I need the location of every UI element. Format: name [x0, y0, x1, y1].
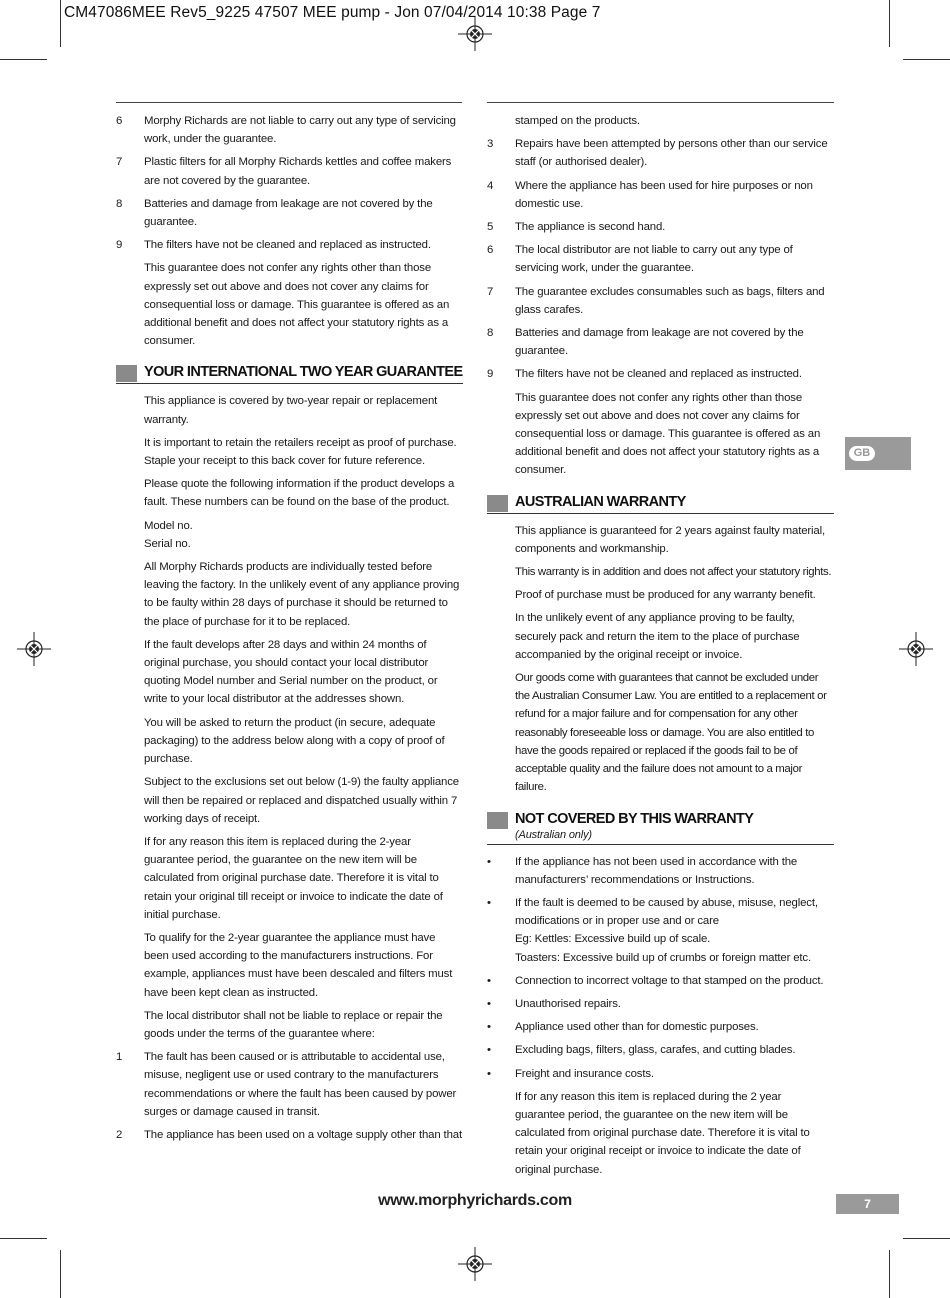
paragraph: Please quote the following information if the product develops a fault. These numbers can be found on the base of the product.: [144, 478, 455, 509]
bullet-item: • Freight and insurance costs.: [487, 1067, 654, 1080]
paragraph: This guarantee does not confer any rights other than those expressly set out above and does not cover any claims for consequential loss or damage. This guarantee is offered as an additional benefit and does not affect your statutory rights as a consumer.: [515, 391, 821, 477]
paragraph: To qualify for the 2-year guarantee the appliance must have been used according to the manufacturers instructions. For example, appliances must have been descaled and filters must have been kept clean as instructed.: [144, 931, 453, 999]
model-no-label: Model no.: [144, 519, 193, 532]
numbered-item: 9 The filters have not be cleaned and replaced as instructed.: [487, 368, 802, 381]
top-rule: [116, 102, 462, 103]
crop-mark: [0, 1238, 47, 1239]
bullet-item: • Unauthorised repairs.: [487, 997, 621, 1010]
gb-badge: GB: [849, 446, 875, 461]
paragraph: If the fault develops after 28 days and within 24 months of original purchase, you should contact your local distributor quoting Model number and Serial number on the product, or write to your local distributor at the addresses shown.: [144, 638, 438, 706]
crop-mark: [903, 59, 950, 60]
continued-text: stamped on the products.: [515, 115, 640, 127]
numbered-item: 8 Batteries and damage from leakage are not covered by the guarantee.: [116, 197, 433, 229]
numbered-item: 2 The appliance has been used on a voltage supply other than that: [116, 1128, 462, 1141]
paragraph: Subject to the exclusions set out below (1-9) the faulty appliance will then be repaired or replaced and dispatched usually within 7 working days of receipt.: [144, 776, 459, 825]
heading-marker: [487, 495, 508, 512]
paragraph: If for any reason this item is replaced during the 2-year guarantee period, the guarantee on the new item will be calculated from original purchase date. Therefore it is vital to retain your original till receipt or invoice to indicate the date of initial purchase.: [144, 835, 443, 921]
paragraph: If for any reason this item is replaced during the 2 year guarantee period, the guarantee on the new item will be calculated from original purchase date. Therefore it is vital to retain your original receipt or invoice to indicate the date of original purchase.: [515, 1090, 810, 1176]
right-column: [487, 112, 834, 1184]
numbered-item: 1 The fault has been caused or is attributable to accidental use, misuse, negligent use or used contrary to the manufacturers recommendations or where the fault has been caused by power surges or damage caused in transit.: [116, 1051, 457, 1118]
numbered-item: 3 Repairs have been attempted by persons other than our service staff (or authorised dealer).: [487, 138, 828, 169]
paragraph: Our goods come with guarantees that cannot be excluded under the Australian Consumer Law. You are entitled to a replacement or refund for a major failure and for compensation for any other reasonably foreseeable loss or damage. You are also entitled to have the goods repaired or replaced if the goods fail to be of acceptable quality and the failure does not amount to a major failure.: [515, 672, 827, 794]
crop-mark: [889, 0, 890, 47]
paragraph: The local distributor shall not be liable to replace or repair the goods under the terms of the guarantee where:: [144, 1009, 443, 1040]
crop-mark: [0, 59, 47, 60]
paragraph: This appliance is guaranteed for 2 years against faulty material, components and workmanship.: [515, 524, 825, 555]
section-heading-not-covered: NOT COVERED BY THIS WARRANTY (Australian only): [487, 811, 834, 845]
numbered-item: 5 The appliance is second hand.: [487, 221, 666, 234]
numbered-item: 6 Morphy Richards are not liable to carry out any type of servicing work, under the guarantee.: [116, 115, 456, 146]
paragraph: It is important to retain the retailers receipt as proof of purchase. Staple your receipt to this back cover for future reference.: [144, 436, 457, 468]
paragraph: Proof of purchase must be produced for any warranty benefit.: [515, 589, 816, 602]
numbered-item: 6 The local distributor are not liable to carry out any type of servicing work, under the guarantee.: [487, 244, 793, 275]
bullet-item: • Appliance used other than for domestic purposes.: [487, 1021, 759, 1034]
paragraph: This guarantee does not confer any rights other than those expressly set out above and does not cover any claims for consequential loss or damage. This guarantee is offered as an additional benefit and does not affect your statutory rights as a consumer.: [144, 262, 450, 348]
registration-mark-icon: [458, 1247, 492, 1281]
numbered-item: 9 The filters have not be cleaned and replaced as instructed.: [116, 239, 431, 252]
paragraph: This appliance is covered by two-year repair or replacement warranty.: [144, 395, 438, 426]
slug-line: CM47086MEE Rev5_9225 47507 MEE pump - Jon 07/04/2014 10:38 Page 7: [64, 4, 601, 21]
left-column: [116, 112, 463, 1149]
heading-marker: [487, 812, 508, 829]
registration-mark-icon: [458, 17, 492, 51]
paragraph: You will be asked to return the product (in secure, adequate packaging) to the address below along with a copy of proof of purchase.: [144, 716, 445, 766]
numbered-item: 4 Where the appliance has been used for hire purposes or non domestic use.: [487, 179, 813, 210]
heading-subtitle: (Australian only): [515, 828, 592, 841]
section-heading-australian-warranty: AUSTRALIAN WARRANTY: [487, 494, 834, 514]
paragraph: All Morphy Richards products are individually tested before leaving the factory. In the unlikely event of any appliance proving to be faulty within 28 days of purchase it should be returned to the place of purchase for it to be replaced.: [144, 561, 460, 628]
bullet-item: • Connection to incorrect voltage to that stamped on the product.: [487, 974, 824, 987]
section-heading-international: YOUR INTERNATIONAL TWO YEAR GUARANTEE: [116, 364, 463, 384]
example-toasters: Toasters: Excessive build up of crumbs or foreign matter etc.: [515, 951, 811, 964]
page-number: 7: [836, 1194, 899, 1214]
crop-mark: [60, 1250, 61, 1298]
registration-mark-icon: [899, 632, 933, 666]
footer-url: www.morphyrichards.com: [378, 1192, 572, 1209]
top-rule: [487, 102, 834, 103]
bullet-item: • If the fault is deemed to be caused by abuse, misuse, neglect, modifications or in proper use and or care Eg: Kettles: Excessive build up of scale. Toasters: Excessive build up of crumbs or foreign matter etc.: [487, 894, 834, 967]
serial-no-label: Serial no.: [144, 537, 191, 550]
crop-mark: [903, 1238, 950, 1239]
bullet-item: • If the appliance has not been used in accordance with the manufacturers’ recommendations or Instructions.: [487, 855, 798, 886]
registration-mark-icon: [17, 632, 51, 666]
numbered-item: 7 The guarantee excludes consumables such as bags, filters and glass carafes.: [487, 285, 825, 316]
numbered-item: 8 Batteries and damage from leakage are not covered by the guarantee.: [487, 327, 804, 358]
crop-mark: [889, 1250, 890, 1298]
heading-marker: [116, 365, 137, 382]
paragraph: This warranty is in addition and does not affect your statutory rights.: [515, 566, 832, 579]
numbered-item: 7 Plastic filters for all Morphy Richards kettles and coffee makers are not covered by the guarantee.: [116, 156, 452, 187]
paragraph: In the unlikely event of any appliance proving to be faulty, securely pack and return the item to the place of purchase accompanied by the original receipt or invoice.: [515, 612, 800, 661]
crop-mark: [60, 0, 61, 47]
bullet-item: • Excluding bags, filters, glass, carafes, and cutting blades.: [487, 1044, 796, 1057]
example-kettles: Eg: Kettles: Excessive build up of scale.: [515, 933, 711, 946]
